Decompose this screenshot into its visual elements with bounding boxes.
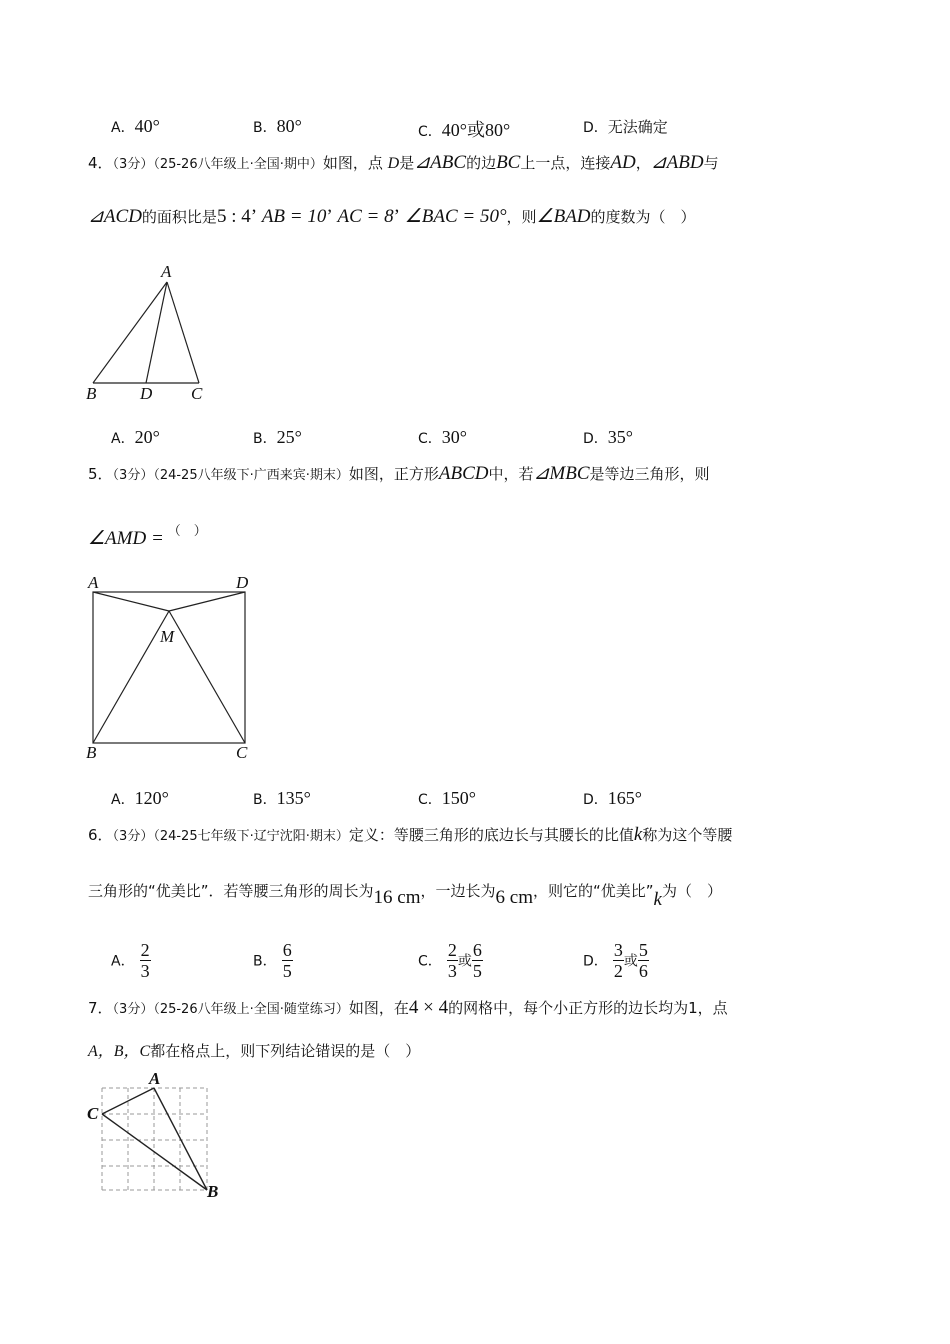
q4-score: （3分）: [112, 157, 154, 172]
q5-text: 如图，正方形: [348, 465, 439, 483]
q7-text: ，点: [697, 999, 728, 1017]
option-value: 40°: [134, 116, 160, 136]
separator: ’: [326, 206, 333, 227]
q6-text: 定义：等腰三角形的底边长与其腰长的比值: [348, 826, 634, 844]
q6-text: ，则它的“优美比”: [533, 882, 654, 900]
q5-label-a: A: [88, 573, 99, 592]
q6-number: 6．: [88, 826, 113, 844]
q6-side: 6 cm: [495, 887, 533, 908]
or-text: 或: [623, 953, 638, 970]
q5-text: 中，若: [488, 465, 534, 483]
q4-text: ，: [635, 154, 651, 172]
q4-ac-length: AC = 8: [337, 206, 394, 227]
q7-grid: [102, 1088, 207, 1190]
option-letter: D．: [583, 431, 608, 447]
numerator: 3: [613, 940, 623, 960]
q7-unit: 1: [688, 999, 698, 1017]
denominator: 5: [472, 961, 482, 981]
q7-source: （25-26八年级上·全国·随堂练习）: [153, 1002, 349, 1017]
option-letter: C．: [418, 124, 442, 140]
option-letter: C．: [418, 953, 442, 970]
q7-text: 都在格点上，则下列结论错误的是（ ）: [150, 1042, 421, 1060]
q5-score: （3分）: [112, 468, 154, 483]
option-letter: C．: [418, 431, 442, 447]
separator: ’: [250, 206, 258, 227]
q6-score: （3分）: [112, 829, 154, 844]
option-letter: B．: [253, 120, 277, 136]
denominator: 6: [638, 961, 648, 981]
q5-label-d: D: [236, 573, 249, 592]
q6-text: 称为这个等腰: [642, 826, 733, 844]
option-value: 30°: [441, 427, 467, 447]
q7-text: 的网格中，每个小正方形的边长均为: [448, 999, 689, 1017]
option-value: 25°: [276, 427, 302, 447]
option-letter: A．: [111, 953, 135, 970]
numerator: 2: [447, 940, 457, 960]
q4-triangle-acd: ⊿ACD: [88, 206, 142, 227]
q7-label-c: C: [87, 1104, 99, 1123]
q5-source: （24-25八年级下·广西来宾·期末）: [153, 468, 349, 483]
q5-label-c: C: [236, 743, 248, 762]
numerator: 6: [282, 940, 292, 960]
q4-label-d: D: [140, 384, 153, 403]
q4-label-a: A: [161, 262, 172, 281]
q4-text: 如图，点: [322, 154, 383, 172]
q5-text: 是等边三角形，则: [589, 465, 710, 483]
denominator: 3: [140, 961, 150, 981]
q7-points: A，B，C: [88, 1043, 151, 1060]
q7-number: 7．: [88, 999, 113, 1017]
q4-triangle-abd: ⊿ABD: [650, 152, 704, 173]
option-value: 120°: [134, 788, 169, 808]
option-value: 40°或80°: [441, 120, 511, 140]
q7-text: 如图，在: [348, 999, 409, 1017]
q4-point-d: D: [387, 155, 400, 172]
q6-perimeter: 16 cm: [373, 887, 421, 908]
q4-ratio: 5 : 4: [216, 206, 251, 227]
q6-source: （24-25七年级下·辽宁沈阳·期末）: [153, 829, 349, 844]
q4-source: （25-26八年级上·全国·期中）: [153, 157, 323, 172]
option-letter: A．: [111, 431, 135, 447]
q5-label-m: M: [160, 627, 175, 646]
q4-text: 是: [399, 154, 415, 172]
option-letter: A．: [111, 792, 135, 808]
q6-k: k: [633, 824, 643, 845]
q6-k: k: [653, 889, 662, 910]
q7-grid-size: 4 × 4: [408, 997, 449, 1018]
option-value: 20°: [134, 427, 160, 447]
q5-angle-amd: ∠AMD =: [88, 528, 164, 549]
q4-text: 上一点，连接: [520, 154, 611, 172]
option-value: 150°: [441, 788, 476, 808]
q4-text: 的面积比是: [141, 208, 217, 226]
q4-label-b: B: [86, 384, 97, 403]
q5-square-abcd: ABCD: [438, 463, 489, 484]
q4-triangle-abc: ⊿ABC: [414, 152, 467, 173]
q6-text: 为（ ）: [661, 882, 722, 900]
option-letter: C．: [418, 792, 442, 808]
option-letter: B．: [253, 792, 277, 808]
q6-text: 三角形的“优美比”．若等腰三角形的周长为: [88, 882, 374, 900]
q4-text: 的度数为（ ）: [590, 208, 696, 226]
numerator: 5: [638, 940, 648, 960]
option-letter: D．: [583, 953, 608, 970]
option-letter: D．: [583, 120, 608, 136]
q7-score: （3分）: [112, 1002, 154, 1017]
option-value: 35°: [607, 427, 633, 447]
q4-segment-ad: AD: [610, 152, 636, 173]
q4-text: 与: [703, 154, 719, 172]
numerator: 2: [140, 940, 150, 960]
option-letter: B．: [253, 431, 277, 447]
option-letter: D．: [583, 792, 608, 808]
q5-answer-paren: （ ）: [167, 524, 207, 539]
denominator: 2: [613, 961, 623, 981]
q4-text: 的边: [466, 154, 497, 172]
q4-angle-bac: ∠BAC = 50°: [404, 206, 507, 227]
q6-text: ，一边长为: [420, 882, 496, 900]
numerator: 6: [472, 940, 482, 960]
q4-label-c: C: [191, 384, 203, 403]
option-value: 165°: [607, 788, 642, 808]
separator: ’: [393, 206, 400, 227]
denominator: 3: [447, 961, 457, 981]
q4-angle-bad: ∠BAD: [536, 206, 591, 227]
q4-segment-bc: BC: [496, 152, 521, 173]
option-letter: B．: [253, 953, 277, 970]
denominator: 5: [282, 961, 292, 981]
option-letter: A．: [111, 120, 135, 136]
option-value: 135°: [276, 788, 311, 808]
q4-ab-length: AB = 10: [261, 206, 327, 227]
q5-label-b: B: [86, 743, 97, 762]
option-value: 无法确定: [607, 118, 668, 136]
or-text: 或: [457, 953, 472, 970]
option-value: 80°: [276, 116, 302, 136]
q4-text: ，则: [506, 208, 537, 226]
q7-label-b: B: [207, 1182, 219, 1201]
q4-number: 4．: [88, 154, 113, 172]
q7-label-a: A: [149, 1069, 161, 1088]
q5-number: 5．: [88, 465, 113, 483]
q5-triangle-mbc: ⊿MBC: [533, 463, 590, 484]
